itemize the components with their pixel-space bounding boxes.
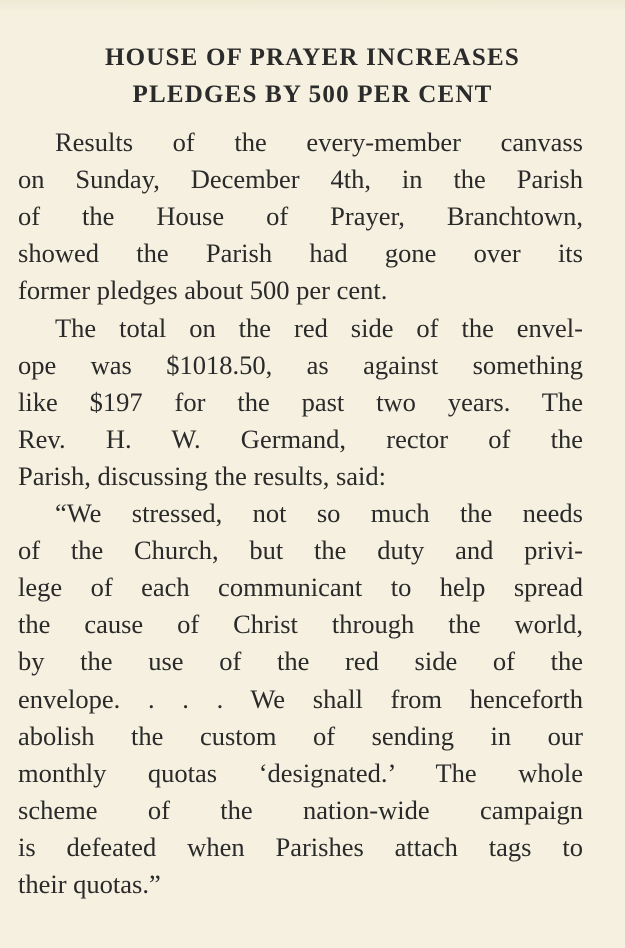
article-text-line: Parish, discussing the results, said: bbox=[18, 460, 387, 491]
article-text-line: scheme of the nation-wide campaign bbox=[18, 794, 583, 825]
article-text-line: Results of the every-member canvass bbox=[55, 127, 583, 157]
article-text-line: ope was $1018.50, as against something bbox=[18, 349, 583, 380]
article-text-line: envelope. . . . We shall from henceforth bbox=[18, 683, 583, 714]
article-text-line: The total on the red side of the envel- bbox=[55, 312, 583, 343]
article-text-line: their quotas.” bbox=[18, 869, 161, 899]
headline-line-2: PLEDGES BY 500 PER CENT bbox=[132, 81, 493, 108]
article-text-line: lege of each communicant to help spread bbox=[18, 572, 583, 603]
headline-line-1: HOUSE OF PRAYER INCREASES bbox=[104, 44, 521, 71]
article-text-line: showed the Parish had gone over its bbox=[18, 238, 583, 269]
article-text-line: on Sunday, December 4th, in the Parish bbox=[18, 164, 583, 195]
article-text-line: monthly quotas ‘designated.’ The whole bbox=[18, 757, 583, 788]
article-text-line: Rev. H. W. Germand, rector of the bbox=[18, 423, 583, 454]
article-text-line: former pledges about 500 per cent. bbox=[18, 275, 388, 306]
article-text-line: is defeated when Parishes attach tags to bbox=[18, 831, 583, 862]
article-text-line: abolish the custom of sending in our bbox=[18, 720, 583, 751]
article-text-line: of the House of Prayer, Branchtown, bbox=[18, 201, 583, 232]
article-text-line: by the use of the red side of the bbox=[18, 646, 583, 677]
article-text-line: like $197 for the past two years. The bbox=[18, 386, 583, 417]
article-text-line: “We stressed, not so much the needs bbox=[55, 498, 583, 528]
article-text-line: the cause of Christ through the world, bbox=[18, 609, 583, 640]
article-text-line: of the Church, but the duty and privi- bbox=[18, 535, 583, 566]
